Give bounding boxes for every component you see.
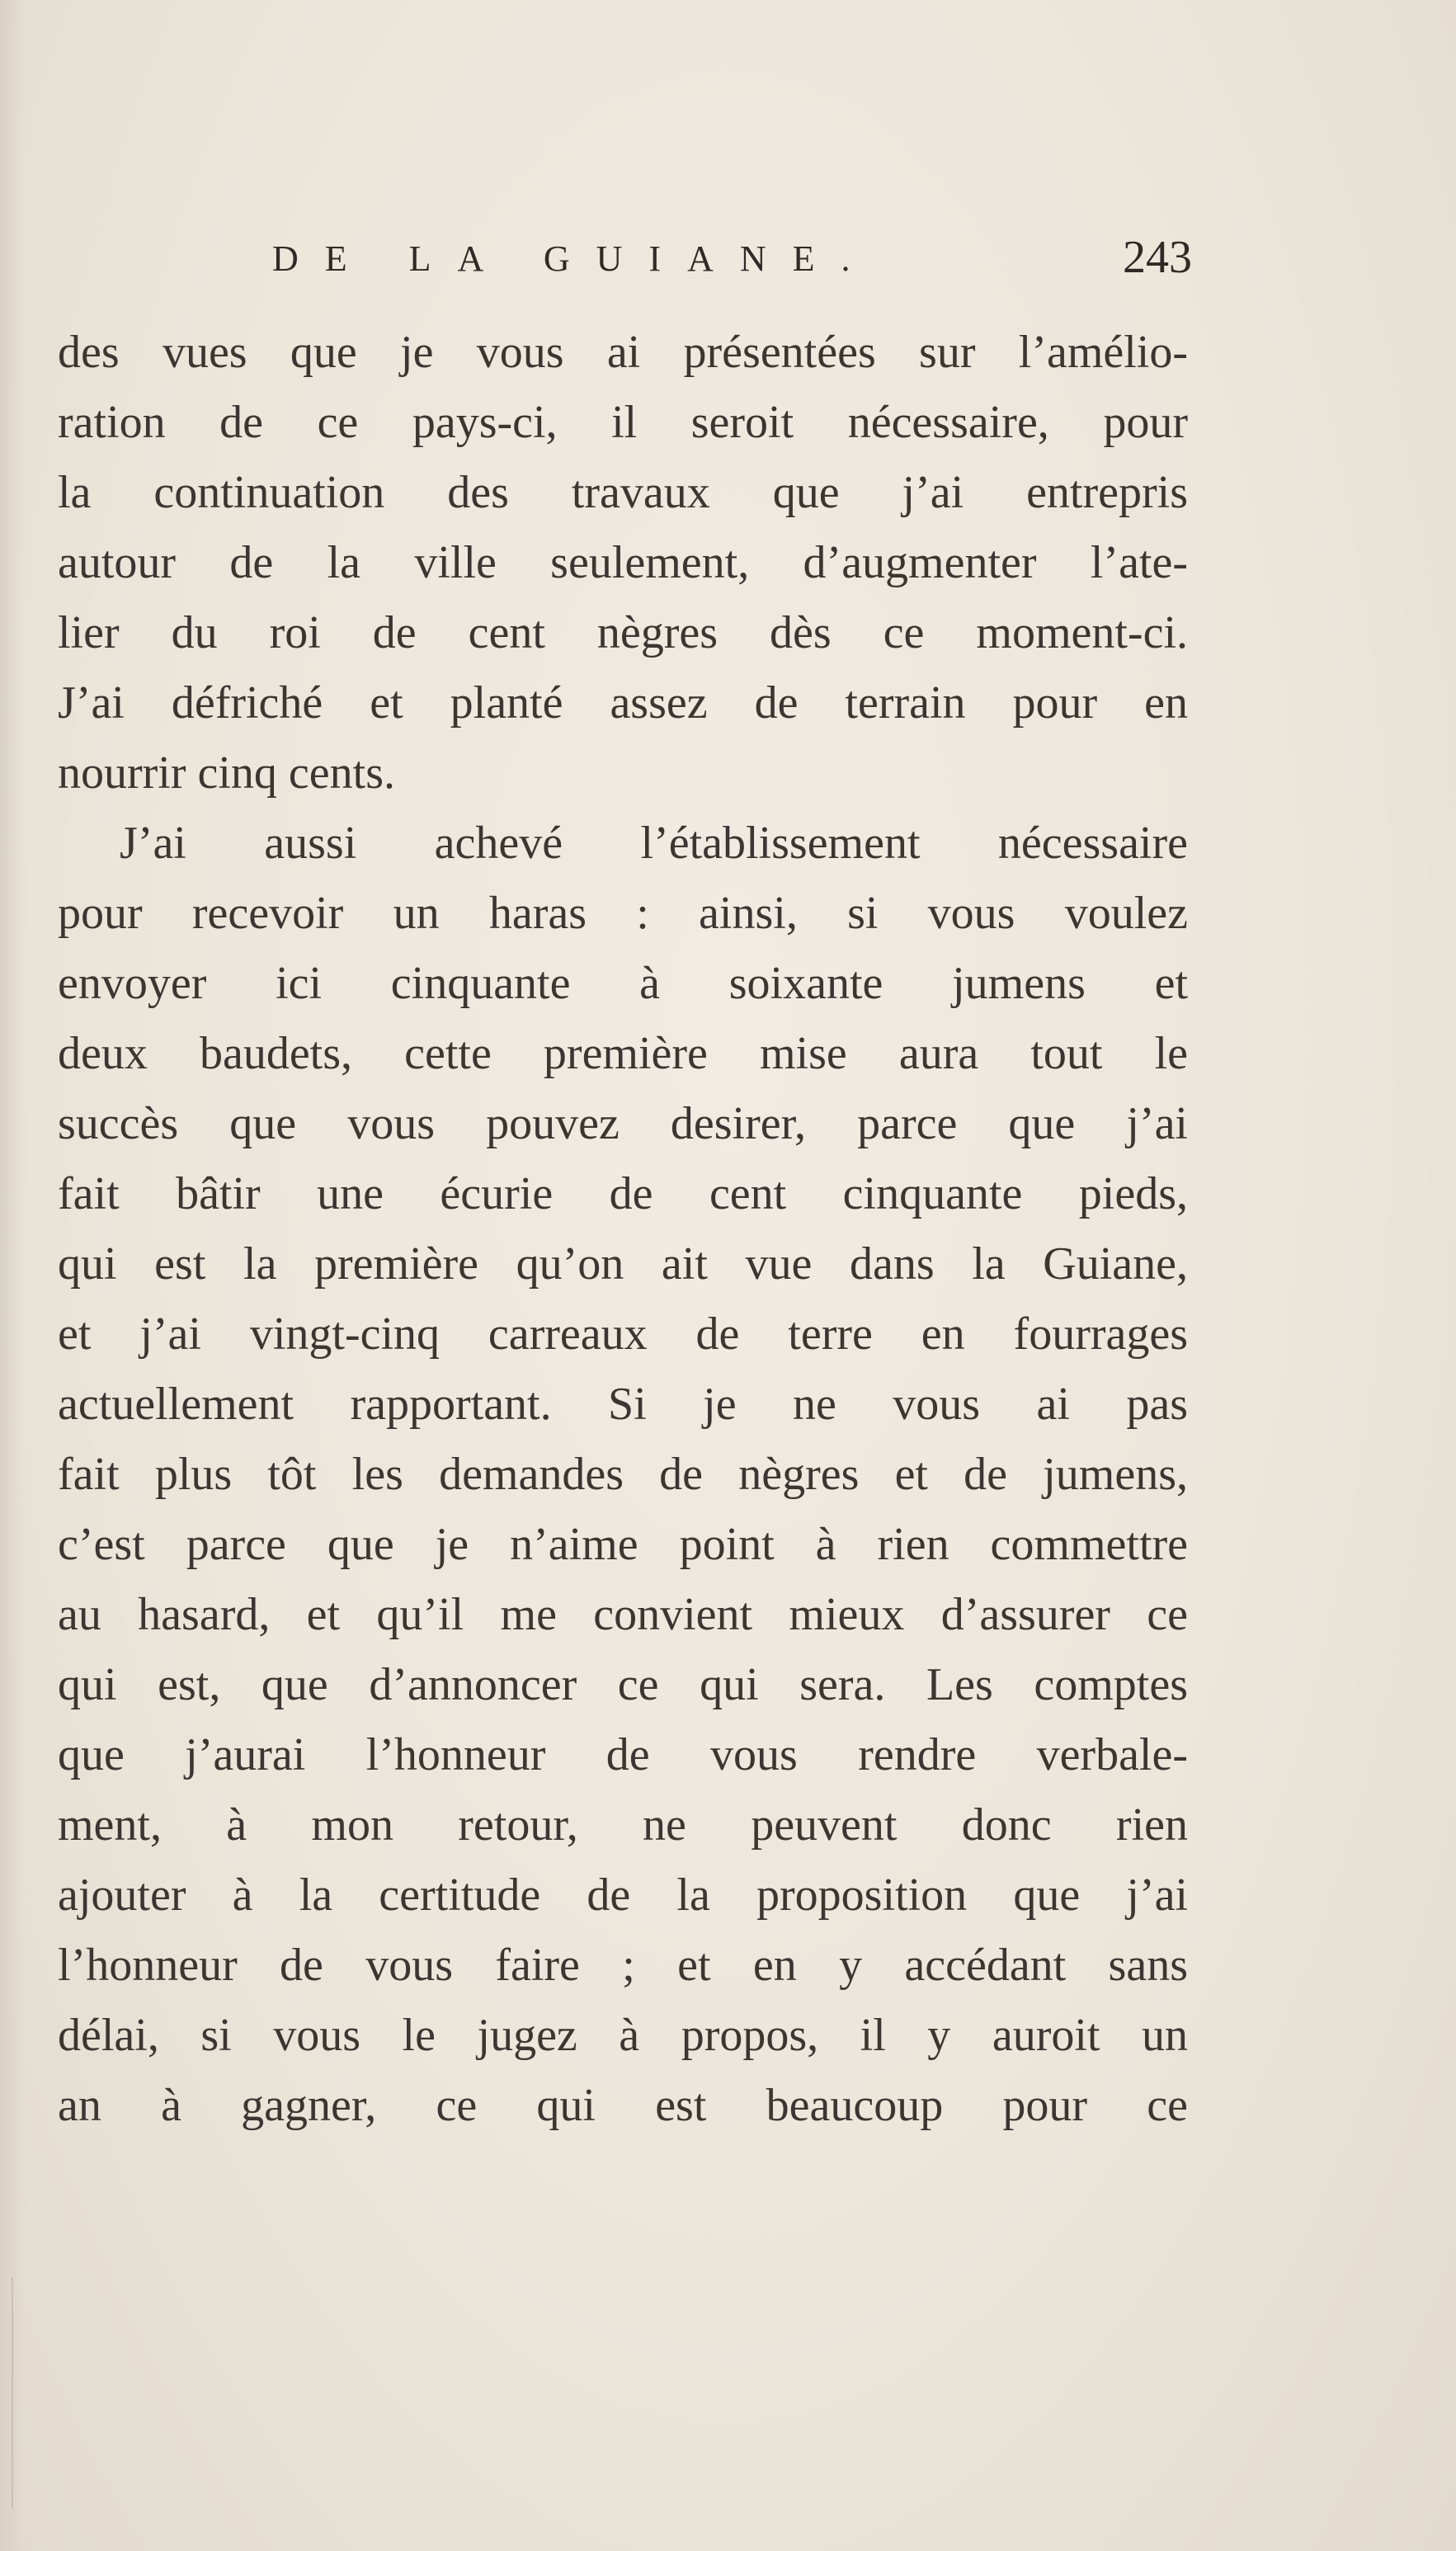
- text-line: délai, si vous le jugez à propos, il y auroit un: [58, 2010, 1188, 2061]
- text-line: ment, à mon retour, ne peuvent donc rien: [58, 1799, 1188, 1851]
- body-text: [58, 318, 1188, 2141]
- text-line: et j’ai vingt-cinq carreaux de terre en fourrages: [58, 1309, 1188, 1360]
- running-head: DE LA GUIANE.: [272, 238, 877, 279]
- text-line: autour de la ville seulement, d’augmenter l’ate-: [58, 537, 1188, 588]
- page-edge-mark: [12, 2277, 13, 2508]
- text-line: envoyer ici cinquante à soixante jumens et: [58, 958, 1188, 1009]
- text-line: J’ai aussi achevé l’établissement nécessaire: [120, 818, 1188, 869]
- text-line: deux baudets, cette première mise aura tout le: [58, 1028, 1188, 1079]
- page-header: [272, 232, 1192, 295]
- text-line: l’honneur de vous faire ; et en y accédant sans: [58, 1940, 1188, 1991]
- text-line: nourrir cinq cents.: [58, 747, 395, 799]
- text-line: qui est la première qu’on ait vue dans la Guiane,: [58, 1238, 1188, 1290]
- text-line: la continuation des travaux que j’ai entrepris: [58, 467, 1188, 518]
- page-number: 243: [1123, 232, 1192, 283]
- text-line: fait plus tôt les demandes de nègres et de jumens,: [58, 1449, 1188, 1500]
- text-line: au hasard, et qu’il me convient mieux d’assurer ce: [58, 1589, 1188, 1640]
- text-line: que j’aurai l’honneur de vous rendre verbale-: [58, 1729, 1188, 1780]
- text-line: an à gagner, ce qui est beaucoup pour ce: [58, 2080, 1188, 2131]
- text-line: des vues que je vous ai présentées sur l’amélio-: [58, 327, 1188, 378]
- page-gutter-shadow: [0, 0, 25, 2551]
- text-line: qui est, que d’annoncer ce qui sera. Les comptes: [58, 1659, 1188, 1710]
- text-line: lier du roi de cent nègres dès ce moment-ci.: [58, 607, 1188, 658]
- text-line: c’est parce que je n’aime point à rien commettre: [58, 1519, 1188, 1570]
- text-line: fait bâtir une écurie de cent cinquante pieds,: [58, 1168, 1188, 1219]
- text-line: pour recevoir un haras : ainsi, si vous voulez: [58, 888, 1188, 939]
- text-line: ration de ce pays-ci, il seroit nécessaire, pour: [58, 397, 1188, 448]
- text-line: J’ai défriché et planté assez de terrain pour en: [58, 677, 1188, 729]
- text-line: actuellement rapportant. Si je ne vous ai pas: [58, 1379, 1188, 1430]
- text-line: ajouter à la certitude de la proposition que j’ai: [58, 1870, 1188, 1921]
- text-line: succès que vous pouvez desirer, parce que j’ai: [58, 1098, 1188, 1149]
